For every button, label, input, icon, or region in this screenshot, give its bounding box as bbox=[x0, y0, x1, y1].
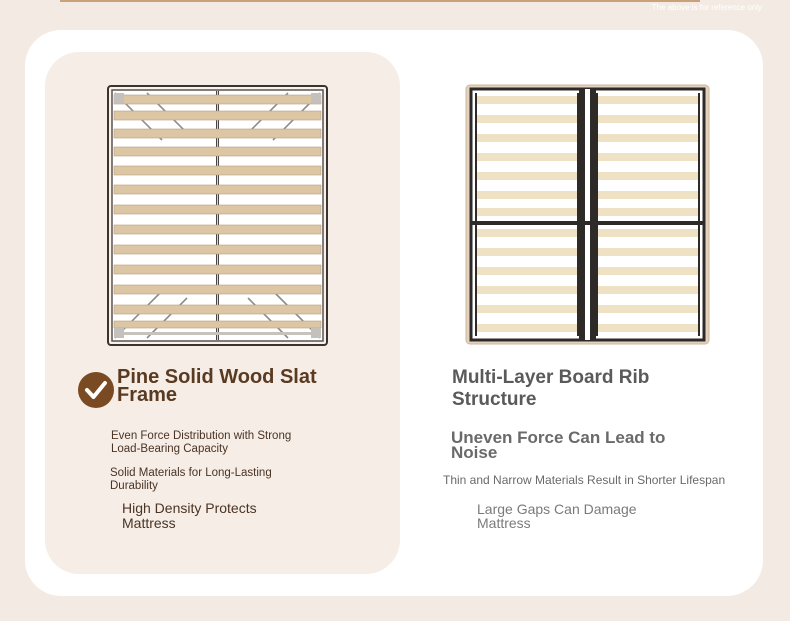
left-feature-1: Even Force Distribution with Strong Load-Bearing Capacity bbox=[111, 430, 292, 455]
left-title: Pine Solid Wood Slat Frame bbox=[117, 366, 317, 406]
right-title: Multi-Layer Board Rib Structure bbox=[452, 367, 650, 410]
pine-slat-frame-illustration bbox=[107, 85, 328, 346]
left-feature-2: Solid Materials for Long-Lasting Durability bbox=[110, 467, 272, 492]
top-divider bbox=[60, 0, 700, 2]
check-icon bbox=[78, 372, 114, 408]
right-feature-1: Uneven Force Can Lead to Noise bbox=[451, 428, 666, 462]
reference-note: The above is for reference only bbox=[651, 3, 762, 12]
right-feature-3: Large Gaps Can Damage Mattress bbox=[477, 501, 637, 531]
multi-layer-board-rib-illustration bbox=[465, 84, 710, 345]
right-feature-2: Thin and Narrow Materials Result in Shorter Lifespan bbox=[443, 473, 726, 487]
left-feature-3: High Density Protects Mattress bbox=[122, 500, 257, 531]
